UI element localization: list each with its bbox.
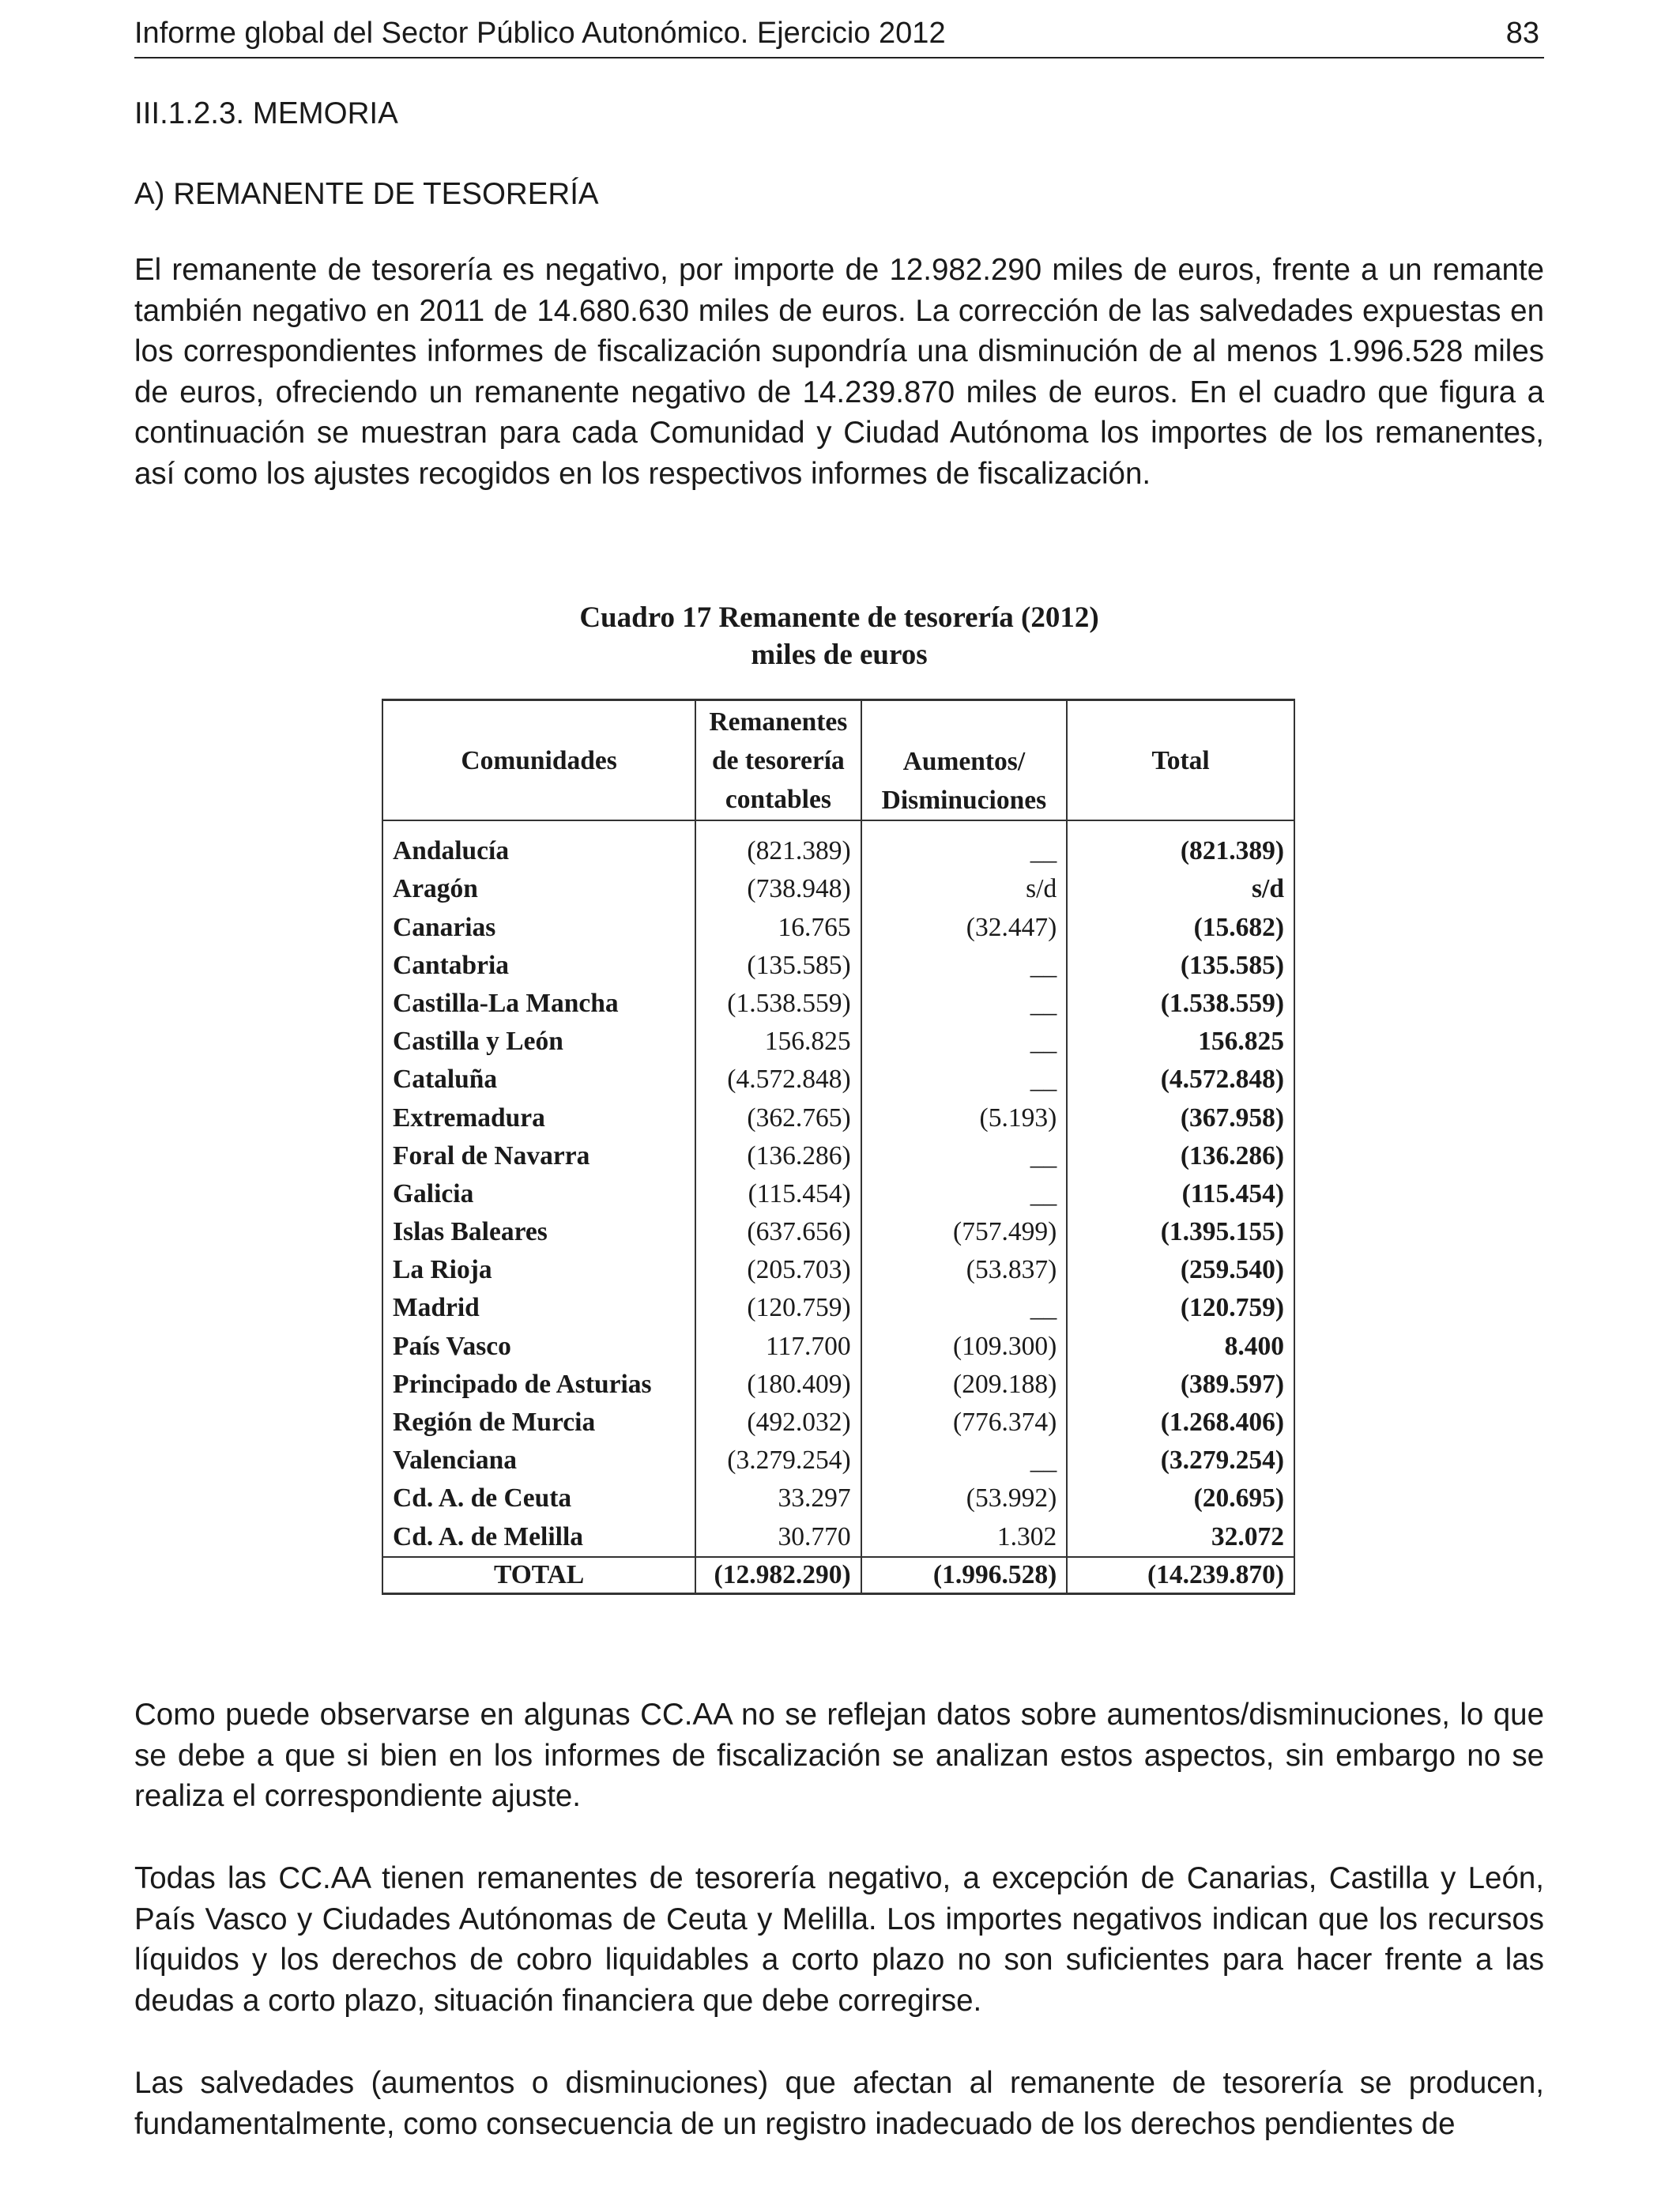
total-value: (20.695) bbox=[1067, 1480, 1294, 1517]
table-row bbox=[382, 1404, 1294, 1442]
total-value: (1.268.406) bbox=[1067, 1404, 1294, 1442]
comunidad-name: País Vasco bbox=[382, 1327, 695, 1365]
ajuste-value: 1.302 bbox=[861, 1517, 1068, 1556]
ajuste-value: (109.300) bbox=[861, 1327, 1068, 1365]
header-total: Total bbox=[1067, 700, 1294, 821]
ajuste-value: (776.374) bbox=[861, 1404, 1068, 1442]
total-value: (1.538.559) bbox=[1067, 985, 1294, 1023]
remanente-value: (821.389) bbox=[695, 820, 861, 870]
table-row bbox=[382, 1251, 1294, 1289]
remanente-table bbox=[382, 699, 1295, 1595]
total-value: (367.958) bbox=[1067, 1099, 1294, 1137]
total-remanente: (12.982.290) bbox=[695, 1557, 861, 1594]
remanente-value: 30.770 bbox=[695, 1517, 861, 1556]
table-row bbox=[382, 1061, 1294, 1099]
table-row bbox=[382, 870, 1294, 908]
comunidad-name: Cataluña bbox=[382, 1061, 695, 1099]
ajuste-value: (757.499) bbox=[861, 1213, 1068, 1251]
remanente-value: (115.454) bbox=[695, 1175, 861, 1213]
table-header-row bbox=[382, 700, 1294, 821]
total-value: (389.597) bbox=[1067, 1366, 1294, 1404]
table-row bbox=[382, 985, 1294, 1023]
comunidad-name: Principado de Asturias bbox=[382, 1366, 695, 1404]
table-row bbox=[382, 1137, 1294, 1175]
remanente-value: 33.297 bbox=[695, 1480, 861, 1517]
ajuste-value: __ bbox=[861, 1442, 1068, 1480]
remanente-value: (205.703) bbox=[695, 1251, 861, 1289]
comunidad-name: Castilla-La Mancha bbox=[382, 985, 695, 1023]
comunidad-name: Región de Murcia bbox=[382, 1404, 695, 1442]
comunidad-name: Foral de Navarra bbox=[382, 1137, 695, 1175]
comunidad-name: Galicia bbox=[382, 1175, 695, 1213]
total-value: (136.286) bbox=[1067, 1137, 1294, 1175]
total-value: (115.454) bbox=[1067, 1175, 1294, 1213]
table-row bbox=[382, 1442, 1294, 1480]
comunidad-name: Madrid bbox=[382, 1289, 695, 1327]
total-value: (15.682) bbox=[1067, 908, 1294, 946]
total-value: (3.279.254) bbox=[1067, 1442, 1294, 1480]
total-ajuste: (1.996.528) bbox=[861, 1557, 1068, 1594]
ajuste-value: __ bbox=[861, 1023, 1068, 1061]
comunidad-name: Cantabria bbox=[382, 947, 695, 985]
paragraph-salvedades: Las salvedades (aumentos o disminuciones) que afectan al remanente de tesorería se producen, fundamentalmente, como consecuencia de un registro inadecuado de los derechos pendientes de bbox=[134, 2066, 1544, 2141]
comunidad-name: Aragón bbox=[382, 870, 695, 908]
remanente-value: (180.409) bbox=[695, 1366, 861, 1404]
comunidad-name: Canarias bbox=[382, 908, 695, 946]
remanente-value: (492.032) bbox=[695, 1404, 861, 1442]
table-row bbox=[382, 820, 1294, 870]
comunidad-name: Cd. A. de Ceuta bbox=[382, 1480, 695, 1517]
table-row bbox=[382, 1023, 1294, 1061]
table-total-row bbox=[382, 1557, 1294, 1594]
remanente-value: (1.538.559) bbox=[695, 985, 861, 1023]
table-body bbox=[382, 820, 1294, 1593]
ajuste-value: __ bbox=[861, 1061, 1068, 1099]
total-value: s/d bbox=[1067, 870, 1294, 908]
total-value: (821.389) bbox=[1067, 820, 1294, 870]
section-heading: III.1.2.3. MEMORIA bbox=[134, 96, 398, 130]
remanente-value: 117.700 bbox=[695, 1327, 861, 1365]
total-value: (120.759) bbox=[1067, 1289, 1294, 1327]
running-title: Informe global del Sector Público Autonómico. Ejercicio 2012 bbox=[134, 17, 946, 50]
comunidad-name: La Rioja bbox=[382, 1251, 695, 1289]
table-row bbox=[382, 1480, 1294, 1517]
total-value: 156.825 bbox=[1067, 1023, 1294, 1061]
ajuste-value: __ bbox=[861, 1175, 1068, 1213]
ajuste-value: (32.447) bbox=[861, 908, 1068, 946]
ajuste-value: __ bbox=[861, 820, 1068, 870]
table-subtitle: miles de euros bbox=[751, 639, 928, 671]
ajuste-value: __ bbox=[861, 985, 1068, 1023]
remanente-value: (135.585) bbox=[695, 947, 861, 985]
remanente-value: (3.279.254) bbox=[695, 1442, 861, 1480]
ajuste-value: (53.992) bbox=[861, 1480, 1068, 1517]
ajuste-value: __ bbox=[861, 947, 1068, 985]
page-header bbox=[134, 11, 1544, 58]
paragraph-negativos: Todas las CC.AA tienen remanentes de tesorería negativo, a excepción de Canarias, Castilla y León, País Vasco y Ciudades Autónomas de Ceuta y Melilla. Los importes negativos indican que los recursos líquidos y los derechos de cobro liquidables a corto plazo no son suficientes para hacer frente a las deudas a corto plazo, situación financiera que debe corregirse. bbox=[134, 1861, 1544, 2018]
total-value: 32.072 bbox=[1067, 1517, 1294, 1556]
total-label: TOTAL bbox=[382, 1557, 695, 1594]
ajuste-value: __ bbox=[861, 1289, 1068, 1327]
remanente-value: 16.765 bbox=[695, 908, 861, 946]
remanente-value: (136.286) bbox=[695, 1137, 861, 1175]
table-row bbox=[382, 1175, 1294, 1213]
comunidad-name: Islas Baleares bbox=[382, 1213, 695, 1251]
remanente-value: 156.825 bbox=[695, 1023, 861, 1061]
total-value: (4.572.848) bbox=[1067, 1061, 1294, 1099]
remanente-value: (120.759) bbox=[695, 1289, 861, 1327]
table-row bbox=[382, 1213, 1294, 1251]
remanente-value: (637.656) bbox=[695, 1213, 861, 1251]
remanente-value: (4.572.848) bbox=[695, 1061, 861, 1099]
remanente-value: (362.765) bbox=[695, 1099, 861, 1137]
table-row bbox=[382, 947, 1294, 985]
comunidad-name: Andalucía bbox=[382, 820, 695, 870]
header-comunidades: Comunidades bbox=[382, 700, 695, 821]
table-row bbox=[382, 1099, 1294, 1137]
comunidad-name: Cd. A. de Melilla bbox=[382, 1517, 695, 1556]
total-value: (135.585) bbox=[1067, 947, 1294, 985]
table-row bbox=[382, 1517, 1294, 1556]
table-row bbox=[382, 1289, 1294, 1327]
ajuste-value: (5.193) bbox=[861, 1099, 1068, 1137]
ajuste-value: s/d bbox=[861, 870, 1068, 908]
total-value: 8.400 bbox=[1067, 1327, 1294, 1365]
total-value: (259.540) bbox=[1067, 1251, 1294, 1289]
ajuste-value: (209.188) bbox=[861, 1366, 1068, 1404]
comunidad-name: Valenciana bbox=[382, 1442, 695, 1480]
ajuste-value: __ bbox=[861, 1137, 1068, 1175]
subsection-heading: A) REMANENTE DE TESORERÍA bbox=[134, 177, 599, 211]
total-value: (1.395.155) bbox=[1067, 1213, 1294, 1251]
table-row bbox=[382, 908, 1294, 946]
header-aumentos: Aumentos/ Disminuciones bbox=[861, 700, 1068, 821]
comunidad-name: Extremadura bbox=[382, 1099, 695, 1137]
table-row bbox=[382, 1366, 1294, 1404]
table-title: Cuadro 17 Remanente de tesorería (2012) bbox=[579, 601, 1099, 634]
table-row bbox=[382, 1327, 1294, 1365]
total-total: (14.239.870) bbox=[1067, 1557, 1294, 1594]
comunidad-name: Castilla y León bbox=[382, 1023, 695, 1061]
paragraph-aumentos: Como puede observarse en algunas CC.AA no se reflejan datos sobre aumentos/disminuciones, lo que se debe a que si bien en los informes de fiscalización se analizan estos aspectos, sin embargo no se realiza el correspondiente ajuste. bbox=[134, 1698, 1544, 1813]
header-remanentes: Remanentes de tesorería contables bbox=[695, 700, 861, 821]
ajuste-value: (53.837) bbox=[861, 1251, 1068, 1289]
remanente-value: (738.948) bbox=[695, 870, 861, 908]
intro-paragraph: El remanente de tesorería es negativo, por importe de 12.982.290 miles de euros, frente a un remante también negativo en 2011 de 14.680.630 miles de euros. La corrección de las salvedades expuestas en los correspondientes informes de fiscalización supondría una disminución de al menos 1.996.528 miles de euros, ofreciendo un remanente negativo de 14.239.870 miles de euros. En el cuadro que figura a continuación se muestran para cada Comunidad y Ciudad Autónoma los importes de los remanentes, así como los ajustes recogidos en los respectivos informes de fiscalización. bbox=[134, 253, 1544, 491]
page-number: 83 bbox=[1505, 17, 1539, 50]
